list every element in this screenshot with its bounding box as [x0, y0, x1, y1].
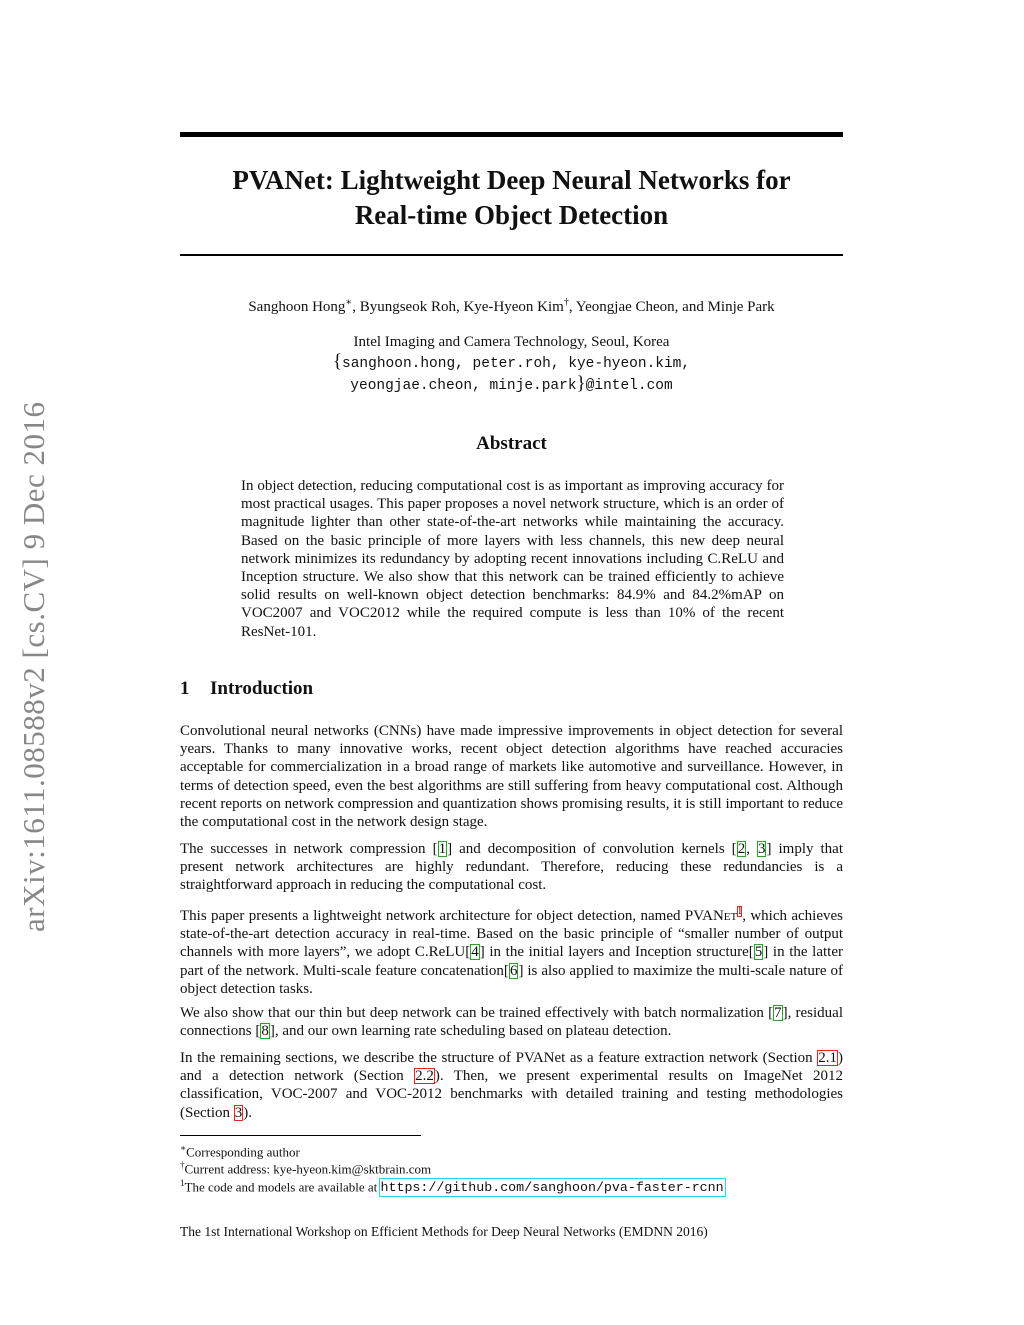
citation-link[interactable]: 1: [438, 841, 447, 857]
title-line-1: PVANet: Lightweight Deep Neural Networks for: [232, 165, 791, 195]
venue-footer: The 1st International Workshop on Efficient Methods for Deep Neural Networks (EMDNN 2016): [180, 1224, 708, 1239]
paper-title: [180, 163, 843, 233]
arxiv-stamp: arXiv:1611.08588v2 [cs.CV] 9 Dec 2016: [16, 401, 51, 932]
section-number: 1: [180, 678, 190, 699]
section-title: Introduction: [210, 678, 314, 699]
citation-link[interactable]: 4: [471, 944, 479, 961]
code-url-link[interactable]: https://github.com/sanghoon/pva-faster-rcnn: [380, 1180, 724, 1196]
citation-link[interactable]: 8: [261, 1023, 269, 1040]
author-list: [180, 297, 843, 316]
title-line-2: Real-time Object Detection: [354, 200, 669, 230]
citation-link[interactable]: 5: [754, 944, 763, 961]
section-ref-link[interactable]: 2.2: [415, 1068, 434, 1085]
section-ref-link[interactable]: 3: [234, 1104, 243, 1121]
footnote-2: †Current address: kye-hyeon.kim@sktbrain.com: [180, 1160, 432, 1177]
abstract-text: In object detection, reducing computational cost is as important as improving accuracy for most practical usages. This paper proposes a novel network structure, which is an order of magnitude lighter than other state-of-the-art networks while maintaining the accuracy. Based on the basic principle of more layers with less channels, this new deep neural network minimizes its redundancy by adopting recent innovations including C.ReLU and Inception structure. We also show that this network can be trained efficiently to achieve solid results on well-known object detection benchmarks: 84.9% and 84.2%mAP on VOC2007 and VOC2012 while the required compute is less than 10% of the recent ResNet-101.: [241, 478, 784, 640]
footnote-rule: [180, 1135, 421, 1136]
author-3: , Yeongjae Cheon, and Minje Park: [568, 299, 775, 315]
paragraph-1: Convolutional neural networks (CNNs) have made impressive improvements in object detection for several years. Thanks to many innovative works, recent object detection algorithms have reached accuracies acceptable for commercialization in a broad range of markets like automotive and surveillance. However, in terms of detection speed, even the best algorithms are still suffering from heavy computational cost. Although recent reports on network compression and quantization shows promising results, it is still important to reduce the computational cost in the network design stage.: [180, 723, 843, 831]
emails-line-1: {sanghoon.hong, peter.roh, kye-hyeon.kim,: [332, 351, 691, 372]
author-mark-1: ∗: [345, 297, 353, 308]
footnote-link[interactable]: 1: [737, 906, 743, 917]
citation-link[interactable]: 7: [774, 1005, 782, 1021]
pvanet-smallcaps: Net: [712, 908, 738, 924]
author-2: , Byungseok Roh, Kye-Hyeon Kim: [352, 299, 564, 315]
title-rule-bottom: [180, 254, 843, 256]
citation-link[interactable]: 6: [509, 962, 518, 979]
citation-link[interactable]: 3: [757, 841, 766, 857]
paragraph-4: We also show that our thin but deep network can be trained effectively with batch normalization [7], residual connections [8], and our own learning rate scheduling based on plateau detection.: [180, 1005, 844, 1040]
citation-link[interactable]: 2: [737, 841, 746, 857]
paragraph-2: The successes in network compression [1] and decomposition of convolution kernels [2, 3] imply that present network architectures are highly redundant. Therefore, reducing these redundancies is a straightforward approach in reducing the computational cost.: [180, 841, 844, 894]
emails-line-2: yeongjae.cheon, minje.park}@intel.com: [350, 373, 673, 394]
title-rule-top: [180, 132, 843, 137]
section-ref-link[interactable]: 2.1: [818, 1050, 837, 1066]
paragraph-5: In the remaining sections, we describe the structure of PVANet as a feature extraction network (Section 2.1) and a detection network (Section 2.2). Then, we present experimental results on ImageNet 2012 classification, VOC-2007 and VOC-2012 benchmarks with detailed training and testing methodologies (Section 3).: [180, 1050, 843, 1121]
affiliation-block: [180, 333, 843, 396]
author-mark-2: †: [563, 297, 569, 308]
abstract-heading: Abstract: [476, 433, 547, 454]
affiliation: Intel Imaging and Camera Technology, Seoul, Korea: [353, 334, 670, 350]
footnote-1: ∗Corresponding author: [180, 1143, 300, 1160]
section-heading: [180, 678, 313, 700]
author-1: Sanghoon Hong: [248, 299, 346, 315]
paragraph-3: This paper presents a lightweight network architecture for object detection, named PVANet$^1$, which achieves state-of-the-art detection accuracy in real-time. Based on the basic principle of “smaller number of output channels with more layers”, we adopt C.ReLU[4] in the initial layers and Inception structure[5] in the latter part of the network. Multi-scale feature concatenation[6] is also applied to maximize the multi-scale nature of object detection tasks.: [180, 906, 843, 997]
footnote-3: $^1$The code and models are available at https://github.com/sanghoon/pva-faster-rcnn: [180, 1178, 724, 1196]
